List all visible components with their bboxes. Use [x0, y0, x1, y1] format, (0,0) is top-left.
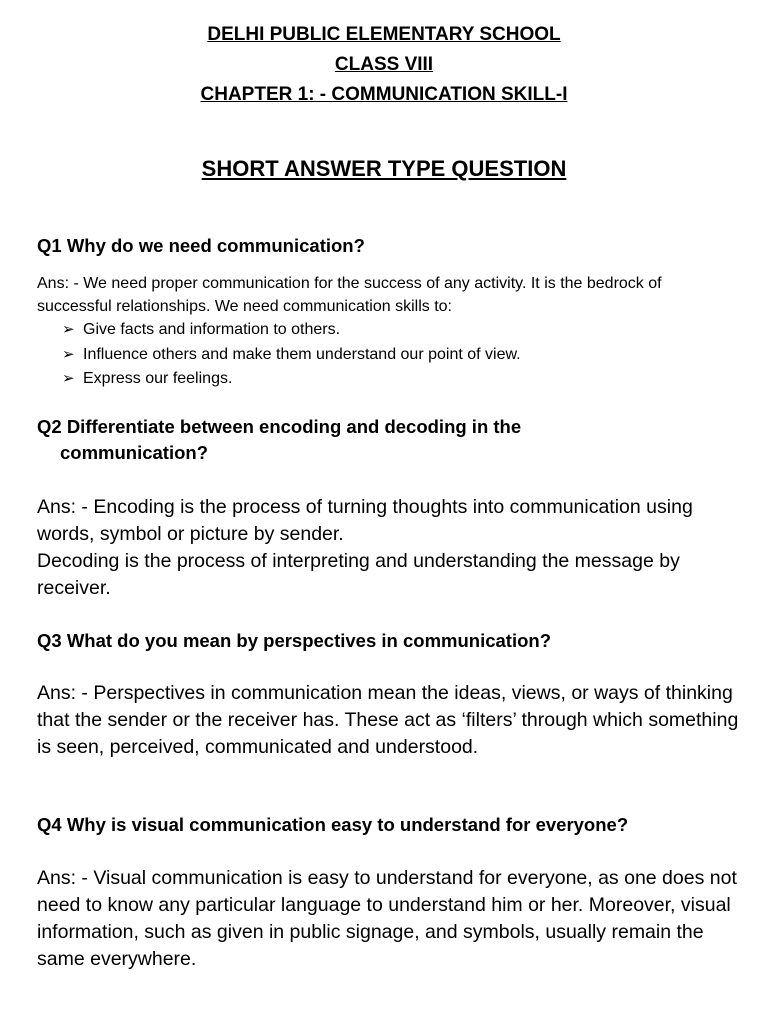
question-2: [37, 414, 737, 466]
answer-3: Ans: - Perspectives in communication mean the ideas, views, or ways of thinking that the sender or the receiver has. These act as ‘filters’ through which something is seen, perceived, communicated and understood.: [37, 682, 739, 758]
bullet-text: Express our feelings.: [83, 370, 233, 387]
answer-4: Ans: - Visual communication is easy to understand for everyone, as one does not need to know any particular language to understand him or her. Moreover, visual information, such as given in public signage, and symbols, usually remain the same everywhere.: [37, 867, 737, 970]
arrowhead-bullet-icon: ➢: [62, 370, 75, 387]
answer-2: [37, 494, 742, 602]
answer-1: Ans: - We need proper communication for the success of any activity. It is the bedrock of successful relationships. We need communication skills to:: [37, 275, 662, 315]
section-title: SHORT ANSWER TYPE QUESTION: [201, 156, 567, 181]
list-item: [62, 318, 722, 343]
chapter-title: CHAPTER 1: - COMMUNICATION SKILL-I: [200, 84, 568, 105]
list-item: [62, 343, 722, 368]
answer-2-encoding: Ans: - Encoding is the process of turning thoughts into communication using words, symbol or picture by sender.: [37, 496, 693, 545]
bullet-text: Give facts and information to others.: [83, 321, 341, 338]
answer-1-bullet-list: [62, 318, 722, 392]
question-2-line-1: Q2 Differentiate between encoding and decoding in the: [37, 416, 522, 437]
class-title: CLASS VIII: [334, 54, 434, 75]
question-4: Q4 Why is visual communication easy to understand for everyone?: [37, 814, 629, 835]
school-name: DELHI PUBLIC ELEMENTARY SCHOOL: [207, 24, 561, 45]
list-item: [62, 367, 722, 392]
arrowhead-bullet-icon: ➢: [62, 321, 75, 338]
arrowhead-bullet-icon: ➢: [62, 345, 75, 363]
bullet-text: Influence others and make them understand our point of view.: [83, 345, 521, 363]
question-1: Q1 Why do we need communication?: [37, 235, 365, 256]
answer-2-decoding: Decoding is the process of interpreting and understanding the message by receiver.: [37, 550, 680, 599]
question-2-line-2: communication?: [60, 442, 209, 463]
question-3: Q3 What do you mean by perspectives in communication?: [37, 630, 551, 651]
